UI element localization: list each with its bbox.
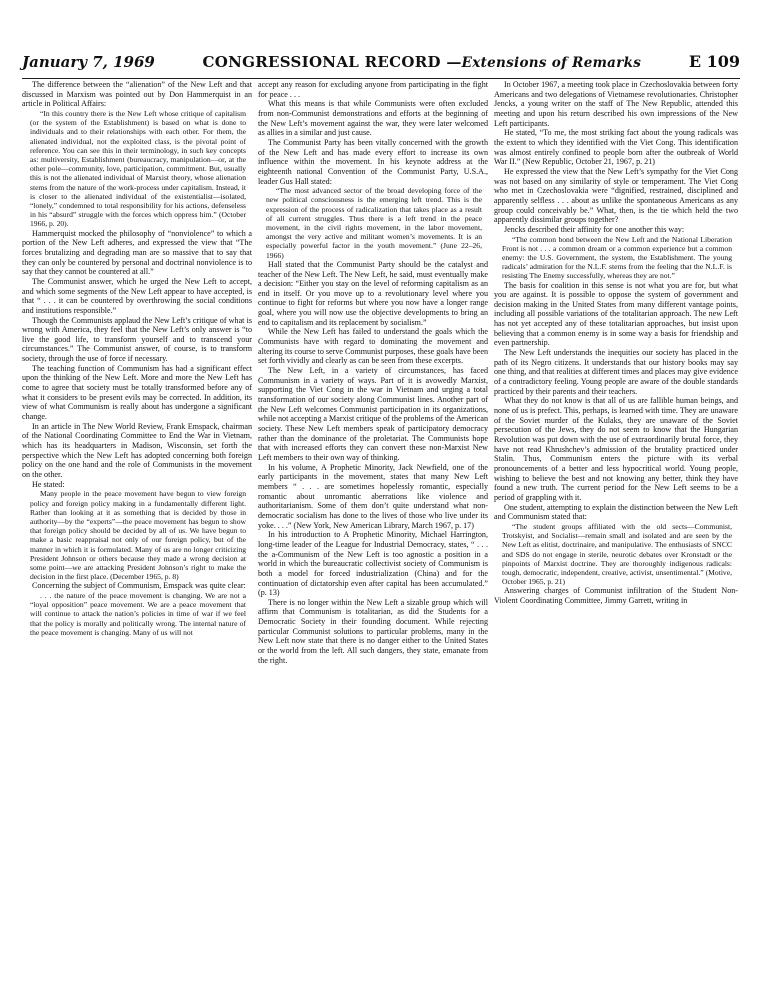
paragraph: Jencks described their affinity for one another this way: — [504, 224, 685, 234]
quoted-paragraph: “The student groups affiliated with the old sects—Communist, Trotskyist, and Socialist—remain small and isolated and are seen by the New Left as elitist, doctrinaire, and manipulative. The enthusiasts of SNCC and SDS do not engage in sterile, neurotic debates over Kronstadt or the pinpoints of Marxist doctrine. They are thoroughly indigenous radicals: tough, democratic, independent, creative, activist, unsentimental.” (Motive, October 1965, p. 21) — [502, 521, 732, 587]
paragraph: What they do not know is that all of us are fallible human beings, and none of us is prefect. This, perhaps, is learned with time. They are unaware of the Soviet murder of the Kulaks, they are unaware of the Soviet persecution of the Jews, they do not seem to know that the Hungarian Revolution was put down with the use of extraordinarily brutal force, they have not read Khrushchev’s admission of the brutality practiced under Stalin. Thus, Communism enters the picture with its verbal pronouncements of a better and less hypocritical world. Young people, wishing to believe the best and not knowing any better, think they have found a new truth. The current period for the New Left seems to be a period of grappling with it. — [494, 396, 738, 502]
text-column-1 — [22, 80, 252, 637]
paragraph: In his introduction to A Prophetic Minority, Michael Harrington, long-time leader of the League for Industrial Democracy, states, “ . . . the a-Communism of the New Left is too agnostic a position in a world in which the bureaucratic collectivist society of Communism is both a model for forced industrialization (China) and for the continuation of dictatorship even after capital has been accumulated.” (p. 13) — [258, 530, 488, 598]
header-date: January 7, 1969 — [22, 53, 155, 71]
paragraph: The Communist answer, which he urged the New Left to accept, and which some segments of the New Left appear to have accepted, is that “ . . . it can be countered by overthrowing the social conditions and institutions responsible.” — [22, 276, 252, 315]
paragraph: What this means is that while Communists were often excluded from non-Communist demonstrations and efforts at the beginning of the New Left’s movement against the war, they were later welcomed as allies in a similar and just cause. — [258, 99, 488, 138]
paragraph: The teaching function of Communism has had a significant effect upon the thinking of the New Left. More and more the New Left has come to agree that society must be totally transformed before any of what it considers to be present evils may be corrected. In addition, its view of what Communism is really about has undergone a significant change. — [22, 363, 252, 422]
paragraph: While the New Left has failed to understand the goals which the Communists have with regard to dominating the movement and altering its course to serve Communist purposes, these goals have been set forth vividly and clearly as can be seen from these excerpts. — [258, 327, 488, 366]
paragraph: accept any reason for excluding anyone from participating in the fight for peace . . . — [258, 80, 488, 99]
header-publication: CONGRESSIONAL RECORD — — [202, 53, 462, 71]
paragraph: In an article in The New World Review, Frank Emspack, chairman of the National Coordinating Committee to End the War in Vietnam, which has its headquarters in Madison, Wisconsin, set forth the perspective which the New Left has adopted concerning both foreign policy on the one hand and the role of Communists in the movement on the other. — [22, 421, 252, 480]
header-title — [202, 53, 641, 71]
paragraph: He expressed the view that the New Left’s sympathy for the Viet Cong was not based on any similarity of style or temperament. The Viet Cong who met in Czechoslovakia were “dignified, restrained, disciplined and apparently selfless . . . about as unlike the spontaneous Americans as any group could conceivably be.” What, then, is the tie which held the two apparently dissimilar groups together? — [494, 166, 738, 225]
paragraph: Hammerquist mocked the philosophy of “nonviolence” to which a portion of the New Left adheres, and expressed the view that “The forces brutalizing and degrading man are so massive that to say that they can only be countered by personal and doctrinal nonviolence is to say that they cannot be countered at all.” — [22, 228, 252, 277]
paragraph: Concerning the subject of Communism, Emspack was quite clear: — [32, 581, 246, 591]
paragraph: He stated, “To me, the most striking fact about the young radicals was the extent to which they identified with the Viet Cong. This identification was almost entirely confined to people born after the outbreak of World War II.” (New Republic, October 21, 1967, p. 21) — [494, 128, 738, 167]
quoted-paragraph: “The common bond between the New Left and the National Liberation Front is not . . . a common dream or a common experience but a common enemy: the U.S. Government, the system, the Establishment. The young radicals’ admiration for the N.L.F. stems from the feeling that the N.L.F. is resisting The Enemy successfully, whereas they are not.” — [502, 234, 732, 281]
quoted-paragraph: . . . the nature of the peace movement is changing. We are not a “loyal opposition” peace movement. We are a peace movement that will continue to attack the nation’s policies in time of war if we feel that the policy is morally and politically wrong. The internal nature of the peace movement is changing. Many of us will not — [30, 591, 246, 637]
paragraph: One student, attempting to explain the distinction between the New Left and Communism stated that: — [494, 502, 738, 522]
paragraph: The difference between the “alienation” of the New Left and that discussed in Marxism was pointed out by Don Hammerquist in an article in Political Affairs: — [22, 80, 252, 109]
text-column-3 — [494, 80, 738, 606]
paragraph: He stated: — [32, 479, 65, 489]
quoted-paragraph: “In this country there is the New Left whose critique of capitalism (or the system of the Establishment) is based on what is done to individuals and to their relationships with each other. For them, the alienated individual, not the exploited class, is the pivotal point of reference. You can see this in their terminology, in such key concepts as: multiversity, Establishment (bureaucracy, manipulation—or, at the other pole—community, love, participation, commitment. But, usually this is not the alienated individual of Marxist theory, whose alienation stems from the nature of the work-process under capitalism. Instead, it is closer to the alienated individual of the existentialist—isolated, “lonely,” condemned to total responsibility for his actions, defenseless in his “absurd” struggle with the forces which oppress him.” (October 1966, p. 20). — [30, 108, 246, 229]
paragraph: In his volume, A Prophetic Minority, Jack Newfield, one of the early participants in the movement, states that many New Left members “ . . . are sometimes hopelessly romantic, especially romantic about unromantic aberrations like violence and authoritarianism. Some of them don’t quite understand what non-democratic socialism has done to the lives of those who live under its yoke. . . .” (New York, New American Library, March 1967, p. 17) — [258, 462, 488, 530]
paragraph: In October 1967, a meeting took place in Czechoslovakia between forty Americans and two delegations of Vietnamese revolutionaries. Christopher Jencks, a young writer on the staff of The New Republic, attended this meeting and upon his return described his own impressions of the New Left participants. — [494, 80, 738, 128]
paragraph: The New Left understands the inequities our society has placed in the path of its Negro citizens. It understands that our history books may say one thing, and that realities at different times and places may give evidence of a contradictory feeling. Young people are aware of the double standards practiced by their parents and their teachers. — [494, 348, 738, 396]
header-section: Extensions of Remarks — [461, 55, 642, 71]
quoted-paragraph: “The most advanced sector of the broad developing force of the new political consciousness is the emerging left trend. This is the expression of the process of radicalization that takes place as a result of all current struggles. Thus there is a left trend in the peace movement, in the civil rights movement, in the labor movement, amongst the very active and militant women’s movements. It is an especially powerful factor in the youth movement.” (June 22–26, 1966) — [266, 186, 482, 260]
paragraph: Though the Communists applaud the New Left’s critique of what is wrong with America, they feel that the New Left’s only answer is “to live the good life, to transform yourself and to transcend your circumstances.” The Communist answer, of course, is to transform society, through the use of force if necessary. — [22, 315, 252, 364]
quoted-paragraph: Many people in the peace movement have begun to view foreign policy and foreign policy making in a fundamentally different light. Rather than looking at it as something that is decided by those in authority—by the “experts”—the peace movement has begun to show that foreign policy should be decided by all of us. We have begun to make a basic reappraisal not only of our foreign policy, but of the manner in which it is formulated. Many of us are no longer criticizing President Johnson or others because they made a wrong decision at some point—we are attacking President Johnson’s right to make the decision in the first place. (December 1965, p. 8) — [30, 489, 246, 582]
header-page-number: E 109 — [688, 52, 740, 71]
paragraph: The Communist Party has been vitally concerned with the growth of the New Left and has made every effort to increase its own influence within the movement. In his keynote address at the eighteenth national Convention of the Communist Party, U.S.A., leader Gus Hall stated: — [258, 137, 488, 186]
paragraph: Answering charges of Communist infiltration of the Student Non-Violent Coordinating Committee, Jimmy Garrett, writing in — [494, 586, 738, 605]
page-header — [22, 52, 740, 76]
paragraph: The basis for coalition in this sense is not what you are for, but what you are against. It is possible to oppose the system of government and decision making in the United States from many different vantage points, including all possible variations of the totalitarian approach. The new Left has not yet accepted any of these totalitarian approaches, but insist upon believing that a common enemy is in some way a basis for friendship and even partnership. — [494, 280, 738, 348]
header-rule — [22, 78, 740, 79]
paragraph: The New Left, in a variety of circumstances, has faced Communism in a variety of ways. Part of it is avowedly Marxist, supporting the Viet Cong in the war in Vietnam and urging a total transformation of our society along Communist lines. Another part of the New Left welcomes Communist participation in its organizations, while not accepting a Marxist critique of the problems of the American society. These New Left members speak of participatory democracy rather than the dominance of the proletariat. The Communists hope that with increased efforts they can convert these non-Marxist New Left members to their own way of thinking. — [258, 366, 488, 462]
text-column-2 — [258, 80, 488, 665]
paragraph: There is no longer within the New Left a sizable group which will affirm that Communism is totalitarian, as did the Students for a Democratic Society in their founding document. While rejecting particular Communist solutions to particular problems, many in the New Left now state that there is no danger either to the United States or the world from the left. All such dangers, they state, emanate from the right. — [258, 597, 488, 665]
paragraph: Hall stated that the Communist Party should be the catalyst and teacher of the New Left. The New Left, he said, must eventually make a decision: “Either you stay on the level of reforming capitalism as an end in itself. Or you move up to a revolutionary level where you continue to fight for reforms but where you now have a longer range goal, where you will now use the objective developments to bring an end to capitalism and its replacement by socialism.” — [258, 259, 488, 327]
